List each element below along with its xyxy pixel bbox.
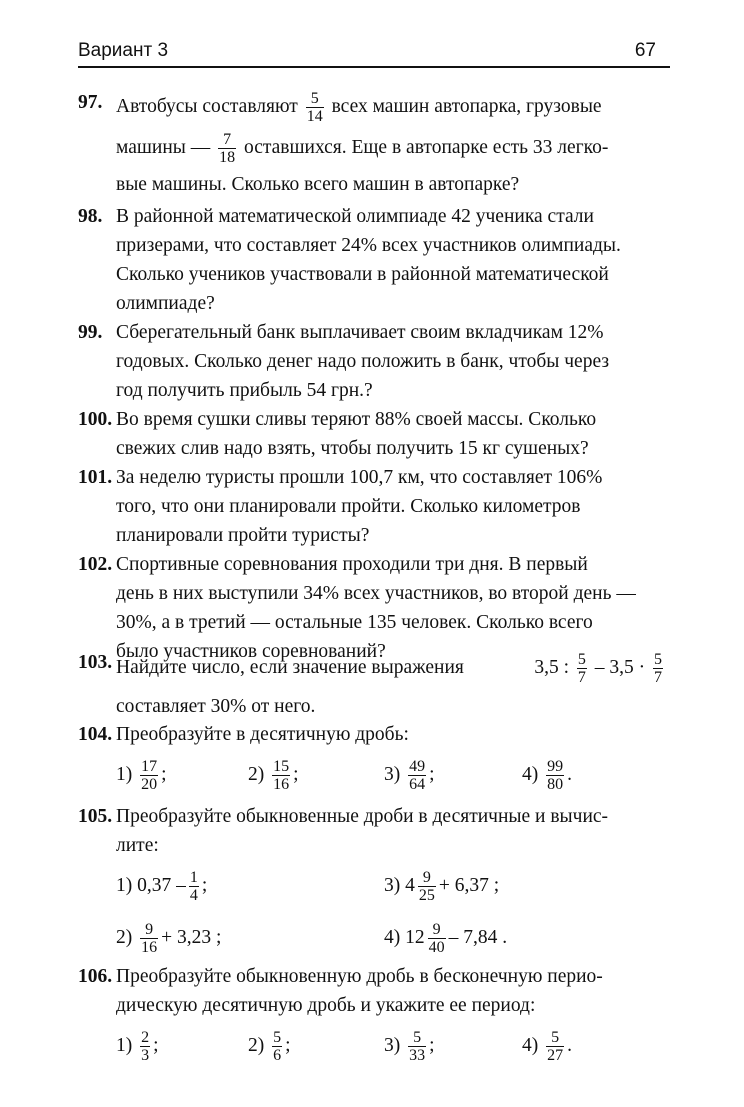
problem-text: Спортивные соревнования проходили три дня. В первый (116, 554, 588, 575)
problem-104 (78, 720, 670, 801)
problem-number: 100. (78, 409, 113, 430)
problem-text: дическую десятичную дробь и укажите ее период: (116, 995, 536, 1016)
option-4: 4) $\frac{99}{80}$ . (522, 758, 572, 794)
problem-text: планировали пройти туристы? (116, 525, 370, 546)
problem-text: вые машины. Сколько всего машин в автопарке? (116, 174, 520, 195)
problem-text: было участников соревнований? (116, 641, 386, 662)
problem-number: 98. (78, 206, 103, 227)
problem-103 (78, 648, 670, 721)
problem-text: Сберегательный банк выплачивает своим вкладчикам 12% (116, 322, 604, 343)
problem-text: Найдите число, если значение выражения (116, 657, 464, 678)
problem-text: день в них выступили 34% всех участников, во второй день — (116, 583, 636, 604)
problem-text: олимпиаде? (116, 293, 215, 314)
problem-number: 105. (78, 806, 113, 827)
problem-number: 99. (78, 322, 103, 343)
problem-101 (78, 463, 670, 550)
option-3: 3) $\frac{49}{64}$ ; (384, 758, 435, 794)
problem-text: всех машин автопарка, грузовые (331, 96, 602, 117)
page-header (78, 36, 670, 68)
option-2: 2) $\frac{9}{16}$ + 3,23 ; (116, 921, 222, 957)
problem-text: призерами, что составляет 24% всех участников олимпиады. (116, 235, 621, 256)
problem-number: 103. (78, 652, 113, 673)
option-2: 2) $\frac{5}{6}$ ; (248, 1029, 291, 1065)
problem-text: Преобразуйте обыкновенные дроби в десятичные и вычис- (116, 806, 609, 827)
problem-text: Преобразуйте в десятичную дробь: (116, 724, 409, 745)
problem-97 (78, 88, 670, 199)
option-1: 1) $\frac{17}{20}$ ; (116, 758, 167, 794)
problem-text: машины — (116, 137, 211, 158)
problem-text: Преобразуйте обыкновенную дробь в бесконечную перио- (116, 966, 603, 987)
problem-number: 106. (78, 966, 113, 987)
problem-text: Автобусы составляют (116, 96, 298, 117)
problem-number: 97. (78, 92, 103, 113)
fraction: $\frac{5}{7}$ (654, 651, 662, 687)
option-3: 3) $\frac{5}{33}$ ; (384, 1029, 435, 1065)
problem-text: свежих слив надо взять, чтобы получить 15 кг сушеных? (116, 438, 589, 459)
problem-98 (78, 202, 670, 318)
problem-text: составляет 30% от него. (116, 696, 316, 717)
option-4: 4) 12 $\frac{9}{40}$ – 7,84 . (384, 921, 508, 957)
problem-text: В районной математической олимпиаде 42 ученика стали (116, 206, 594, 227)
problem-text: годовых. Сколько денег надо положить в банк, чтобы через (116, 351, 610, 372)
fraction: $\frac{5}{7}$ (577, 651, 586, 687)
option-1: 1) $\frac{2}{3}$ ; (116, 1029, 159, 1065)
problem-text: год получить прибыль 54 грн.? (116, 380, 373, 401)
problem-text: лите: (116, 835, 159, 856)
problem-99 (78, 318, 670, 405)
fraction: $\frac{7}{18}$ (219, 131, 236, 167)
option-4: 4) $\frac{5}{27}$ . (522, 1029, 572, 1065)
option-3: 3) 4 $\frac{9}{25}$ + 6,37 ; (384, 869, 500, 905)
expression: 3,5 : $\frac{5}{7}$ – 3,5 · $\frac{5}{7}$ (534, 651, 662, 687)
problem-number: 101. (78, 467, 113, 488)
problem-text: За неделю туристы прошли 100,7 км, что составляет 106% (116, 467, 603, 488)
problem-text: 30%, а в третий — остальные 135 человек. Сколько всего (116, 612, 593, 633)
problem-number: 102. (78, 554, 113, 575)
problem-number: 104. (78, 724, 113, 745)
variant-label: Вариант 3 (78, 40, 169, 61)
option-1: 1) 0,37 – $\frac{1}{4}$ ; (116, 869, 208, 905)
problem-text: Сколько учеников участвовали в районной математической (116, 264, 609, 285)
option-2: 2) $\frac{15}{16}$ ; (248, 758, 299, 794)
problem-100 (78, 405, 670, 463)
page-number: 67 (634, 40, 656, 61)
fraction: $\frac{5}{14}$ (306, 90, 323, 126)
problem-106 (78, 962, 670, 1074)
problem-105 (78, 802, 670, 964)
problem-text: Во время сушки сливы теряют 88% своей массы. Сколько (116, 409, 597, 430)
problem-text: того, что они планировали пройти. Сколько километров (116, 496, 581, 517)
problem-text: оставшихся. Еще в автопарке есть 33 легко- (243, 137, 609, 158)
